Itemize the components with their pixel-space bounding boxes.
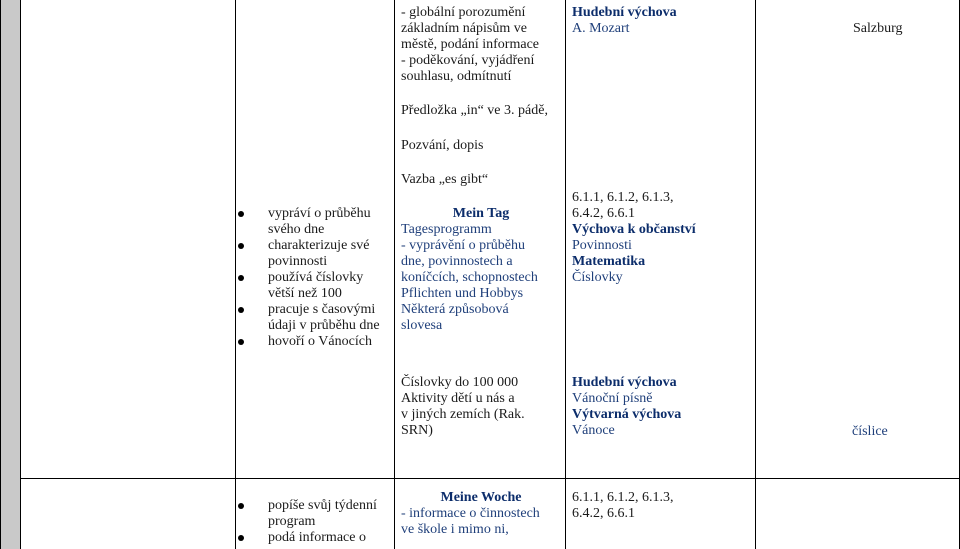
grammar-text: Vazba „es gibt“	[401, 172, 489, 187]
row1-cross-subject	[572, 5, 752, 37]
topic-line: Číslovky do 100 000	[401, 375, 519, 390]
topic-line: ve škole i mimo ni,	[401, 522, 509, 537]
topic-line: SRN)	[401, 423, 433, 438]
outcome-item: pracuje s časovými údaji v průběhu dne	[238, 302, 388, 334]
topic-title: Mein Tag	[452, 206, 510, 221]
topic-line: Tagesprogramm	[401, 222, 492, 237]
subject-detail: Vánoční písně	[572, 391, 653, 406]
topic-line: - vyprávění o průběhu	[401, 238, 526, 253]
grid-line	[20, 0, 21, 549]
grid-line	[0, 0, 1, 549]
subject-name: Hudební výchova	[572, 375, 677, 390]
outcome-item: používá číslovky větší než 100	[238, 270, 388, 302]
topic-line: - poděkování, vyjádření	[401, 53, 535, 68]
outcome-item: hovoří o Vánocích	[238, 334, 388, 350]
bullet-icon	[238, 535, 244, 541]
bullet-icon	[238, 211, 244, 217]
bullet-icon	[238, 307, 244, 313]
topic-title: Meine Woche	[440, 490, 522, 505]
row5-cross-subject	[572, 490, 752, 522]
note-text: číslice	[852, 424, 888, 439]
row-separator	[20, 478, 960, 479]
topic-line: Některá způsobová	[401, 302, 509, 317]
subject-detail: A. Mozart	[572, 21, 630, 36]
outcome-item: podá informace o	[238, 530, 388, 546]
outcome-item: popíše svůj týdenní program	[238, 498, 388, 530]
row5-topic	[401, 490, 561, 538]
topic-line: Aktivity dětí u nás a	[401, 391, 515, 406]
row1-topics	[401, 5, 561, 85]
bullet-icon	[238, 503, 244, 509]
outcome-item: charakterizuje své povinnosti	[238, 238, 388, 270]
grid-line	[565, 0, 566, 549]
row3-outcomes	[238, 206, 388, 350]
subject-detail: Číslovky	[572, 270, 623, 285]
topic-line: souhlasu, odmítnutí	[401, 69, 512, 84]
grammar-preposition	[401, 103, 561, 119]
topic-line: koníčcích, schopnostech	[401, 270, 538, 285]
row4-note	[852, 424, 888, 440]
code-line: 6.4.2, 6.6.1	[572, 206, 635, 221]
outcome-item: vypráví o průběhu svého dne	[238, 206, 388, 238]
row4-topic	[401, 375, 561, 439]
code-line: 6.1.1, 6.1.2, 6.1.3,	[572, 190, 674, 205]
shaded-first-column	[0, 0, 20, 549]
grid-line	[755, 0, 756, 549]
code-line: 6.4.2, 6.6.1	[572, 506, 635, 521]
bullet-icon	[238, 275, 244, 281]
row5-outcomes	[238, 498, 388, 546]
subject-name: Výchova k občanství	[572, 222, 696, 237]
topic-line: městě, podání informace	[401, 37, 540, 52]
topic-line: - informace o činnostech	[401, 506, 540, 521]
subject-name: Hudební výchova	[572, 5, 677, 20]
code-line: 6.1.1, 6.1.2, 6.1.3,	[572, 490, 674, 505]
row4-cross-subject	[572, 375, 752, 439]
topic-line: - globální porozumění	[401, 5, 526, 20]
subject-name: Výtvarná výchova	[572, 407, 682, 422]
subject-name: Matematika	[572, 254, 646, 269]
grammar-text: Pozvání, dopis	[401, 138, 484, 153]
grammar-es-gibt	[401, 172, 561, 188]
subject-detail: Povinnosti	[572, 238, 632, 253]
row3-cross-subject	[572, 190, 752, 286]
topic-line: v jiných zemích (Rak.	[401, 407, 525, 422]
topic-line: Pflichten und Hobbys	[401, 286, 524, 301]
grammar-invitation	[401, 138, 561, 154]
grid-line	[394, 0, 395, 549]
row1-note	[853, 21, 903, 37]
grid-line	[235, 0, 236, 549]
bullet-icon	[238, 339, 244, 345]
topic-line: dne, povinnostech a	[401, 254, 513, 269]
grammar-text: Předložka „in“ ve 3. pádě,	[401, 103, 548, 118]
subject-detail: Vánoce	[572, 423, 615, 438]
row3-topic	[401, 206, 561, 334]
topic-line: základním nápisům ve	[401, 21, 527, 36]
bullet-icon	[238, 243, 244, 249]
topic-line: slovesa	[401, 318, 443, 333]
note-text: Salzburg	[853, 21, 903, 36]
